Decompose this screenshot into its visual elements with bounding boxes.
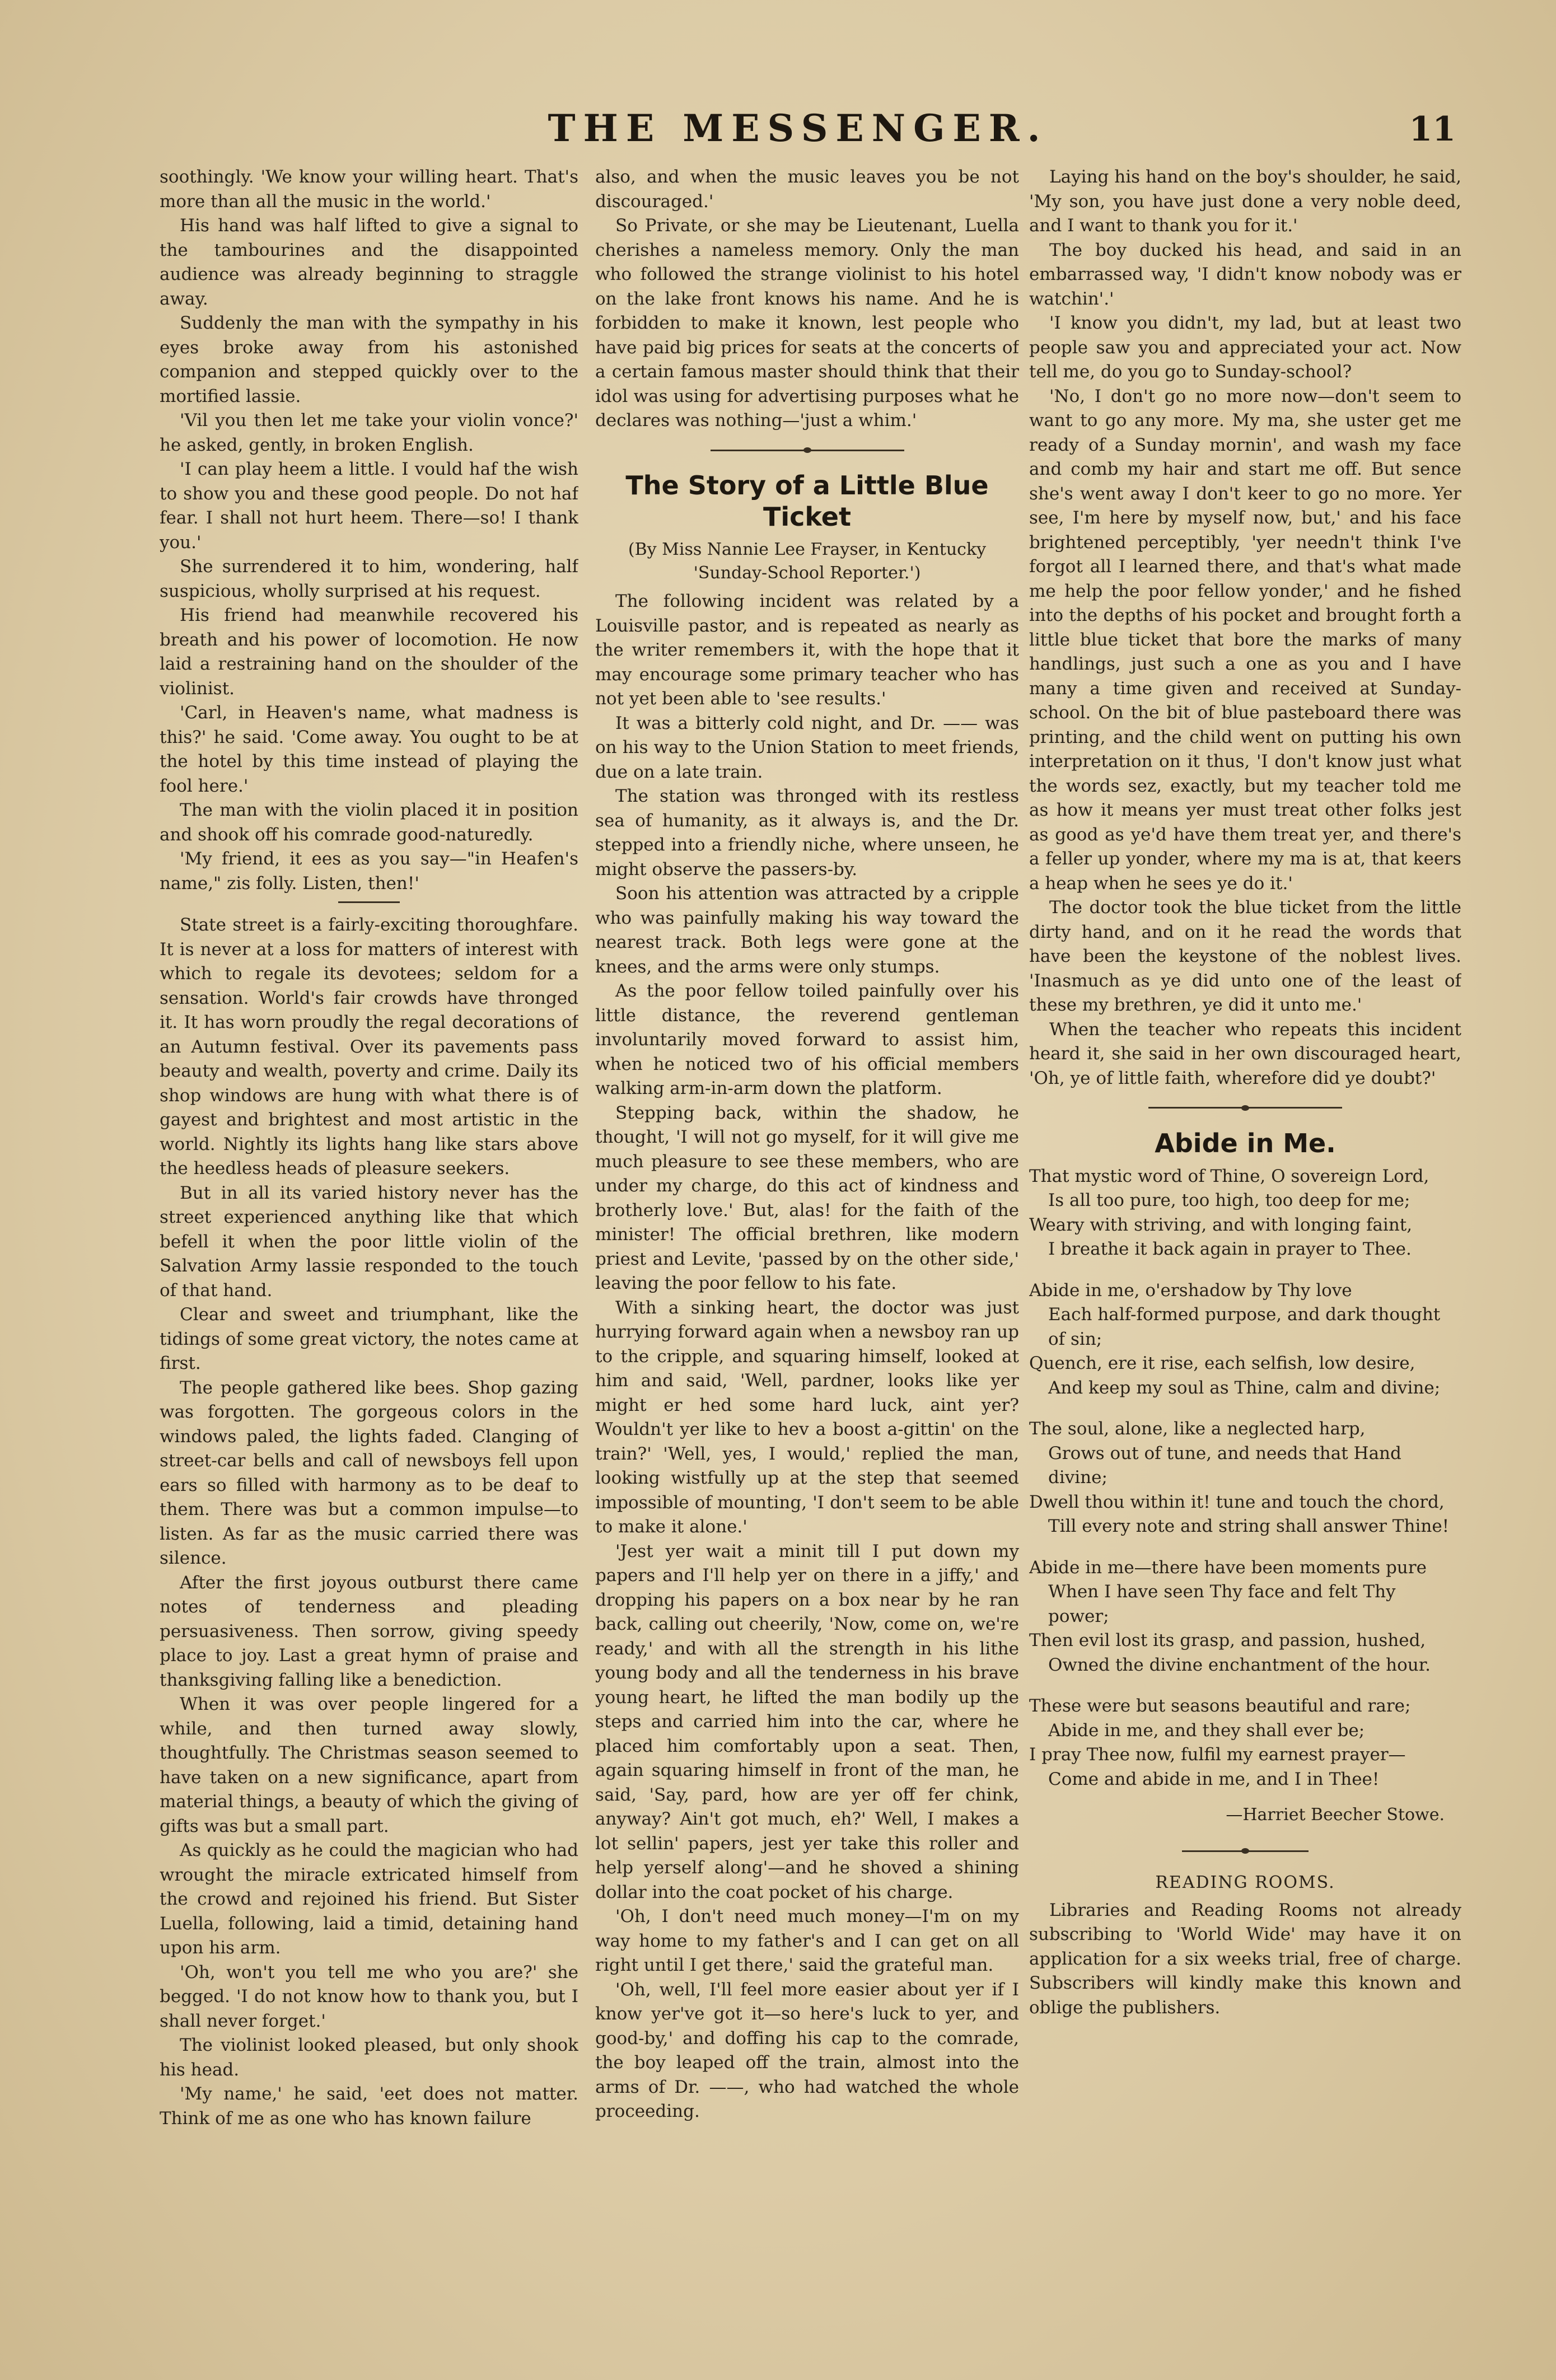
paragraph: The people gathered like bees. Shop gazing was forgotten. The gorgeous colors in the windows paled, the lights faded. Clanging of street-car bells and call of newsboys fell upon ears so filled with harmony as to be deaf to them. There was but a common impulse—to listen. As far as the music carried there was silence. xyxy=(160,1377,578,1568)
paragraph: 'My friend, it ees as you say—"in Heafen's name," zis folly. Listen, then!' xyxy=(160,849,578,894)
paragraph: His friend had meanwhile recovered his breath and his power of locomotion. He now laid a restraining hand on the shoulder of the violinist. xyxy=(160,605,578,699)
poem-stanza xyxy=(1029,1417,1461,1539)
poem-line: The soul, alone, like a neglected harp, xyxy=(1029,1419,1366,1439)
paragraph: As the poor fellow toiled painfully over his little distance, the reverend gentleman involuntarily moved forward to assist him, when he noticed two of his official members walking arm-in-arm down the platform. xyxy=(595,981,1019,1098)
poem-line: Is all too pure, too high, too deep for me; xyxy=(1048,1190,1410,1210)
paragraph: 'I know you didn't, my lad, but at least two people saw you and appreciated your act. Now tell me, do you go to Sunday-school? xyxy=(1029,313,1461,382)
paragraph: The doctor took the blue ticket from the little dirty hand, and on it he read the words that have been the keystone of the noblest lives. 'Inasmuch as ye did unto one of the least of these my brethren, ye did it unto me.' xyxy=(1029,897,1461,1015)
poem-line: Till every note and string shall answer Thine! xyxy=(1048,1516,1450,1536)
paragraph: But in all its varied history never has the street experienced anything like that which befell it when the poor little violin of the Salvation Army lassie responded to the touch of that hand. xyxy=(160,1182,578,1301)
paragraph: When the teacher who repeats this incident heard it, she said in her own discouraged heart, 'Oh, ye of little faith, wherefore did ye doubt?' xyxy=(1029,1019,1461,1088)
masthead: THE MESSENGER. xyxy=(548,106,1048,150)
poem-line: I pray Thee now, fulfil my earnest prayer— xyxy=(1029,1745,1406,1765)
column-3 xyxy=(1029,165,1461,2237)
poem-stanza xyxy=(1029,1694,1461,1792)
column-2 xyxy=(595,165,1019,2237)
paragraph: After the first joyous outburst there came notes of tenderness and pleading persuasiveness. Then sorrow, giving speedy place to joy. Last a great hymn of praise and thanksgiving falling like a benediction. xyxy=(160,1572,578,1690)
poem-line: Come and abide in me, and I in Thee! xyxy=(1048,1769,1380,1789)
paragraph: The following incident was related by a Louisville pastor, and is repeated as nearly as the writer remembers it, with the hope that it may encourage some primary teacher who has not yet been able to 'see results.' xyxy=(595,591,1019,709)
paragraph: 'Jest yer wait a minit till I put down my papers and I'll help yer on there in a jiffy,' and dropping his papers on a box near by he ran back, calling out cheerily, 'Now, come on, we're ready,' and with all the strength in his lithe young body and all the tenderness in his brave young heart, he lifted the man bodily up the steps and carried him into the car, where he placed him comfortably upon a seat. Then, again squaring himself in front of the man, he said, 'Say, pard, how are yer off fer chink, anyway? Ain't got much, eh?' Well, I makes a lot sellin' papers, jest yer take this roller and help yerself along'—and he shoved a shining dollar into the coat pocket of his charge. xyxy=(595,1541,1019,1902)
poem-line: That mystic word of Thine, O sovereign Lord, xyxy=(1029,1166,1429,1186)
poem-line: These were but seasons beautiful and rare; xyxy=(1029,1696,1411,1716)
paragraph: His hand was half lifted to give a signal to the tambourines and the disappointed audience was already beginning to straggle away. xyxy=(160,216,578,309)
paragraph: When it was over people lingered for a while, and then turned away slowly, thoughtfully. The Christmas season seemed to have taken on a new significance, apart from material things, a beauty of which the giving of gifts was but a small part. xyxy=(160,1694,578,1836)
paragraph: Suddenly the man with the sympathy in his eyes broke away from his astonished companion and stepped quickly over to the mortified lassie. xyxy=(160,313,578,406)
poem-line: Grows out of tune, and needs that Hand divine; xyxy=(1048,1443,1401,1488)
poem-line: Weary with striving, and with longing faint, xyxy=(1029,1214,1413,1235)
poem-stanza xyxy=(1029,1556,1461,1678)
page-number: 11 xyxy=(1409,110,1456,149)
paragraph: She surrendered it to him, wondering, half suspicious, wholly surprised at his request. xyxy=(160,557,578,601)
paragraph: 'Carl, in Heaven's name, what madness is this?' he said. 'Come away. You ought to be at the hotel by this time instead of playing the fool here.' xyxy=(160,703,578,796)
poem-line: Dwell thou within it! tune and touch the chord, xyxy=(1029,1491,1445,1512)
story-title: The Story of a Little Blue Ticket xyxy=(625,470,989,532)
poem-line: I breathe it back again in prayer to Thee. xyxy=(1048,1239,1412,1259)
paragraph: 'Oh, well, I'll feel more easier about yer if I know yer've got it—so here's luck to yer, and good-by,' and doffing his cap to the comrade, the boy leaped off the train, almost into the arms of Dr. ——, who had watched the whole proceeding. xyxy=(595,1979,1019,2121)
paragraph: The boy ducked his head, and said in an embarrassed way, 'I didn't know nobody was er watchin'.' xyxy=(1029,240,1461,309)
paragraph: 'Oh, won't you tell me who you are?' she begged. 'I do not know how to thank you, but I shall never forget.' xyxy=(160,1962,578,2031)
paragraph: The station was thronged with its restless sea of humanity, as it always is, and the Dr. stepped into a friendly niche, where unseen, he might observe the passers-by. xyxy=(595,786,1019,880)
paragraph: 'Oh, I don't need much money—I'm on my way home to my father's and I can get on all right until I get there,' said the grateful man. xyxy=(595,1906,1019,1975)
paragraph: 'My name,' he said, 'eet does not matter. Think of me as one who has known failure xyxy=(160,2084,578,2129)
poem-title: Abide in Me. xyxy=(1155,1128,1336,1158)
paragraph: also, and when the music leaves you be not discouraged.' xyxy=(595,167,1019,212)
ornament-divider xyxy=(595,438,1019,462)
paragraph: The man with the violin placed it in position and shook off his comrade good-naturedly. xyxy=(160,800,578,845)
paragraph: Soon his attention was attracted by a cripple who was painfully making his way toward the nearest track. Both legs were gone at the knees, and the arms were only stumps. xyxy=(595,883,1019,977)
poem-line: When I have seen Thy face and felt Thy power; xyxy=(1048,1582,1396,1626)
ornament-divider xyxy=(1029,1839,1461,1863)
paragraph: Clear and sweet and triumphant, like the tidings of some great victory, the notes came at first. xyxy=(160,1304,578,1373)
poem-line: Each half-formed purpose, and dark thought of sin; xyxy=(1048,1304,1441,1349)
paragraph: As quickly as he could the magician who had wrought the miracle extricated himself from the crowd and rejoined his friend. But Sister Luella, following, laid a timid, detaining hand upon his arm. xyxy=(160,1840,578,1958)
poem-line: Then evil lost its grasp, and passion, hushed, xyxy=(1029,1630,1426,1650)
paragraph: State street is a fairly-exciting thoroughfare. It is never at a loss for matters of interest with which to regale its devotees; seldom for a sensation. World's fair crowds have thronged it. It has worn proudly the regal decorations of an Autumn festival. Over its pavements pass beauty and wealth, poverty and crime. Daily its shop windows are hung with what there is of gayest and brightest and most artistic in the world. Nightly its lights hang like stars above the heedless heads of pleasure seekers. xyxy=(160,915,578,1179)
column-1 xyxy=(160,165,578,2237)
paragraph: With a sinking heart, the doctor was just hurrying forward again when a newsboy ran up to the cripple, and squaring himself, looked at him and said, 'Well, pardner, looks like yer might er hed some hard luck, aint yer? Wouldn't yer like to hev a boost a-gittin' on the train?' 'Well, yes, I would,' replied the man, looking wistfully up at the step that seemed impossible of mounting, 'I don't seem to be able to make it alone.' xyxy=(595,1297,1019,1537)
paragraph: It was a bitterly cold night, and Dr. —— was on his way to the Union Station to meet friends, due on a late train. xyxy=(595,713,1019,782)
poem xyxy=(1029,1165,1461,1792)
poem-line: Abide in me, and they shall ever be; xyxy=(1048,1720,1365,1741)
reading-rooms-heading: READING ROOMS. xyxy=(1155,1873,1335,1892)
poem-stanza xyxy=(1029,1279,1461,1401)
paragraph: 'I can play heem a little. I vould haf the wish to show you and these good people. Do not haf fear. I shall not hurt heem. There—so! I thank you.' xyxy=(160,459,578,553)
poem-line: Owned the divine enchantment of the hour. xyxy=(1048,1654,1431,1675)
paragraph: 'No, I don't go no more now—don't seem to want to go any more. My ma, she uster get me ready of a Sunday mornin', and wash my face and comb my hair and start me off. But sence she's went away I don't keer to go no more. Yer see, I'm here by myself now, but,' and his face brightened perceptibly, 'yer needn't think I've forgot all I learned there, and that's what made me help the poor fellow yonder,' and he fished into the depths of his pocket and brought forth a little blue ticket that bore the marks of many handlings, just such a one as you and I have many a time given and received at Sunday-school. On the bit of blue pasteboard there was printing, and the child went on putting his own interpretation on it thus, 'I don't know just what the words sez, exactly, but my teacher told me as how it means yer must treat other folks jest as good as ye'd have them treat yer, and there's a feller up yonder, where my ma is at, that keers a heap when he sees ye do it.' xyxy=(1029,386,1461,894)
paragraph: Laying his hand on the boy's shoulder, he said, 'My son, you have just done a very noble deed, and I want to thank you for it.' xyxy=(1029,167,1461,236)
page-header xyxy=(140,106,1456,157)
poem-line: And keep my soul as Thine, calm and divine; xyxy=(1048,1377,1441,1398)
section-divider xyxy=(338,901,400,903)
paragraph: Stepping back, within the shadow, he thought, 'I will not go myself, for it will give me much pleasure to see these members, who are under my charge, do this act of kindness and brotherly love.' But, alas! for the faith of the minister! The official brethren, like modern priest and Levite, 'passed by on the other side,' leaving the poor fellow to his fate. xyxy=(595,1102,1019,1293)
reading-rooms-notice: Libraries and Reading Rooms not already subscribing to 'World Wide' may have it on application for a six weeks trial, free of charge. Subscribers will kindly make this known and oblige the publishers. xyxy=(1029,1900,1461,2018)
paragraph: So Private, or she may be Lieutenant, Luella cherishes a nameless memory. Only the man who followed the strange violinist to his hotel on the lake front knows his name. And he is forbidden to make it known, lest people who have paid big prices for seats at the concerts of a certain famous master should think that their idol was using for advertising purposes what he declares was nothing—'just a whim.' xyxy=(595,216,1019,431)
paragraph: 'Vil you then let me take your violin vonce?' he asked, gently, in broken English. xyxy=(160,410,578,455)
poem-line: Quench, ere it rise, each selfish, low desire, xyxy=(1029,1353,1415,1373)
paragraph: The violinist looked pleased, but only shook his head. xyxy=(160,2035,578,2080)
story-byline: (By Miss Nannie Lee Frayser, in Kentucky 'Sunday-School Reporter.') xyxy=(628,540,987,583)
poem-stanza xyxy=(1029,1165,1461,1262)
ornament-divider xyxy=(1029,1095,1461,1120)
paragraph: soothingly. 'We know your willing heart. That's more than all the music in the world.' xyxy=(160,167,578,212)
poem-author: —Harriet Beecher Stowe. xyxy=(1226,1805,1445,1825)
poem-line: Abide in me, o'ershadow by Thy love xyxy=(1029,1280,1352,1301)
poem-line: Abide in me—there have been moments pure xyxy=(1029,1557,1427,1578)
